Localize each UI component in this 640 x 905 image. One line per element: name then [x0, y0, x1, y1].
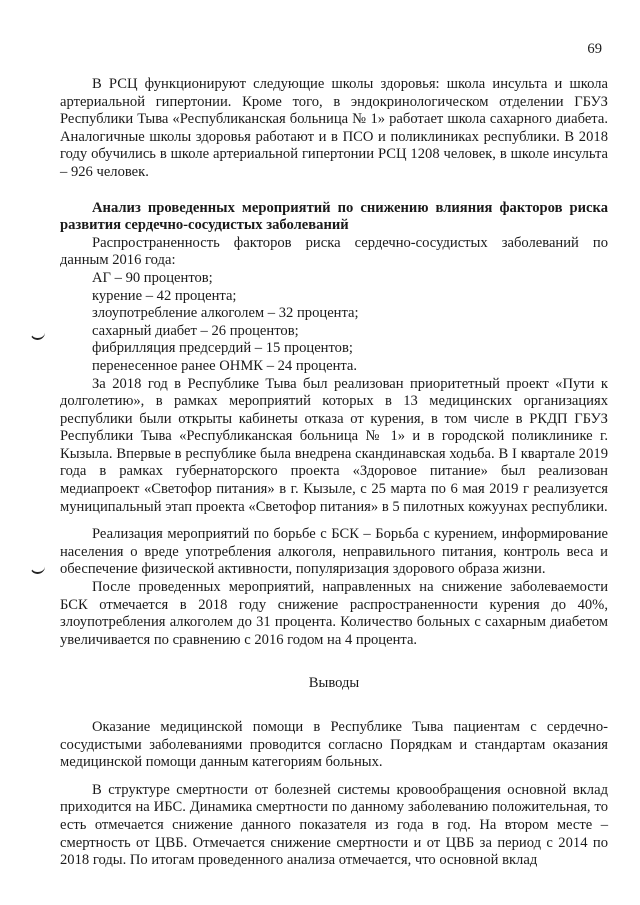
results-paragraph: После проведенных мероприятий, направленных на снижение заболеваемости БСК отмечается в 2018 году снижение распространенности курения до 40%, злоупотребления алкоголем до 31 процента. Количество больных с сахарным диабетом увеличивается по сравнению с 2016 годом на 4 процента. — [60, 579, 608, 648]
risk-factor-item: фибрилляция предсердий – 15 процентов; — [92, 340, 353, 357]
risk-factor-item: АГ – 90 процентов; — [92, 269, 213, 286]
page-number: 69 — [587, 41, 602, 57]
project-paragraph: За 2018 год в Республике Тыва был реализован приоритетный проект «Пути к долголетию», в рамках мероприятий которых в 13 медицинских организациях республики были открыты кабинеты отказа от курения, в том числе в РКДП ГБУЗ Республики Тыва «Республиканская больница № 1» и в городской поликлинике г. Кызыла. Впервые в республике была внедрена скандинавская ходьба. В I квартале 2019 года в рамках губернаторского проекта «Здоровое питание» был реализован медиапроект «Светофор питания» в г. Кызыле, с 25 марта по 6 мая 2019 г реализуется муниципальный этап проекта «Светофор питания» в 5 пилотных кожуунах республики. — [60, 375, 608, 515]
bsk-paragraph: Реализация мероприятий по борьбе с БСК – Борьба с курением, информирование населения о вреде употребления алкоголя, неправильного питания, контроль веса и обеспечение физической активности, популяризация здорового образа жизни. — [60, 526, 608, 578]
intro-paragraph: В РСЦ функционируют следующие школы здоровья: школа инсульта и школа артериальной гипертонии. Кроме того, в эндокринологическом отделении ГБУЗ Республики Тыва «Республиканская больница № 1» работает школа сахарного диабета. Аналогичные школы здоровья работают и в ПСО и поликлиниках республики. В 2018 году обучились в школе артериальной гипертонии РСЦ 1208 человек, в школе инсульта – 926 человек. — [60, 76, 608, 180]
margin-mark-bottom — [30, 566, 45, 574]
conclusion-paragraph-1: Оказание медицинской помощи в Республике Тыва пациентам с сердечно-сосудистыми заболеваниями проводится согласно Порядкам и стандартам оказания медицинской помощи данным категориям больных. — [60, 719, 608, 771]
risk-factor-item: курение – 42 процента; — [92, 287, 237, 304]
margin-mark-top — [30, 332, 45, 340]
risk-factor-item: сахарный диабет – 26 процентов; — [92, 322, 299, 339]
conclusions-title: Выводы — [308, 675, 360, 692]
section-heading: Анализ проведенных мероприятий по снижению влияния факторов риска развития сердечно-сосудистых заболеваний — [60, 199, 608, 234]
risk-factor-item: перенесенное ранее ОНМК – 24 процента. — [92, 357, 358, 374]
conclusion-paragraph-2: В структуре смертности от болезней системы кровообращения основной вклад приходится на ИБС. Динамика смертности по данному заболеванию положительная, то есть отмечается снижение данного показателя из года в год. На втором месте – смертность от ЦВБ. Отмечается снижение смертности и от ЦВБ за период с 2014 по 2018 годы. По итогам проведенного анализа отмечается, что основной вклад — [60, 781, 608, 869]
risk-factor-list — [60, 270, 608, 376]
risk-factor-item: злоупотребление алкоголем – 32 процента; — [92, 305, 359, 322]
prevalence-intro: Распространенность факторов риска сердечно-сосудистых заболеваний по данным 2016 года: — [60, 234, 608, 269]
document-body — [60, 76, 608, 870]
